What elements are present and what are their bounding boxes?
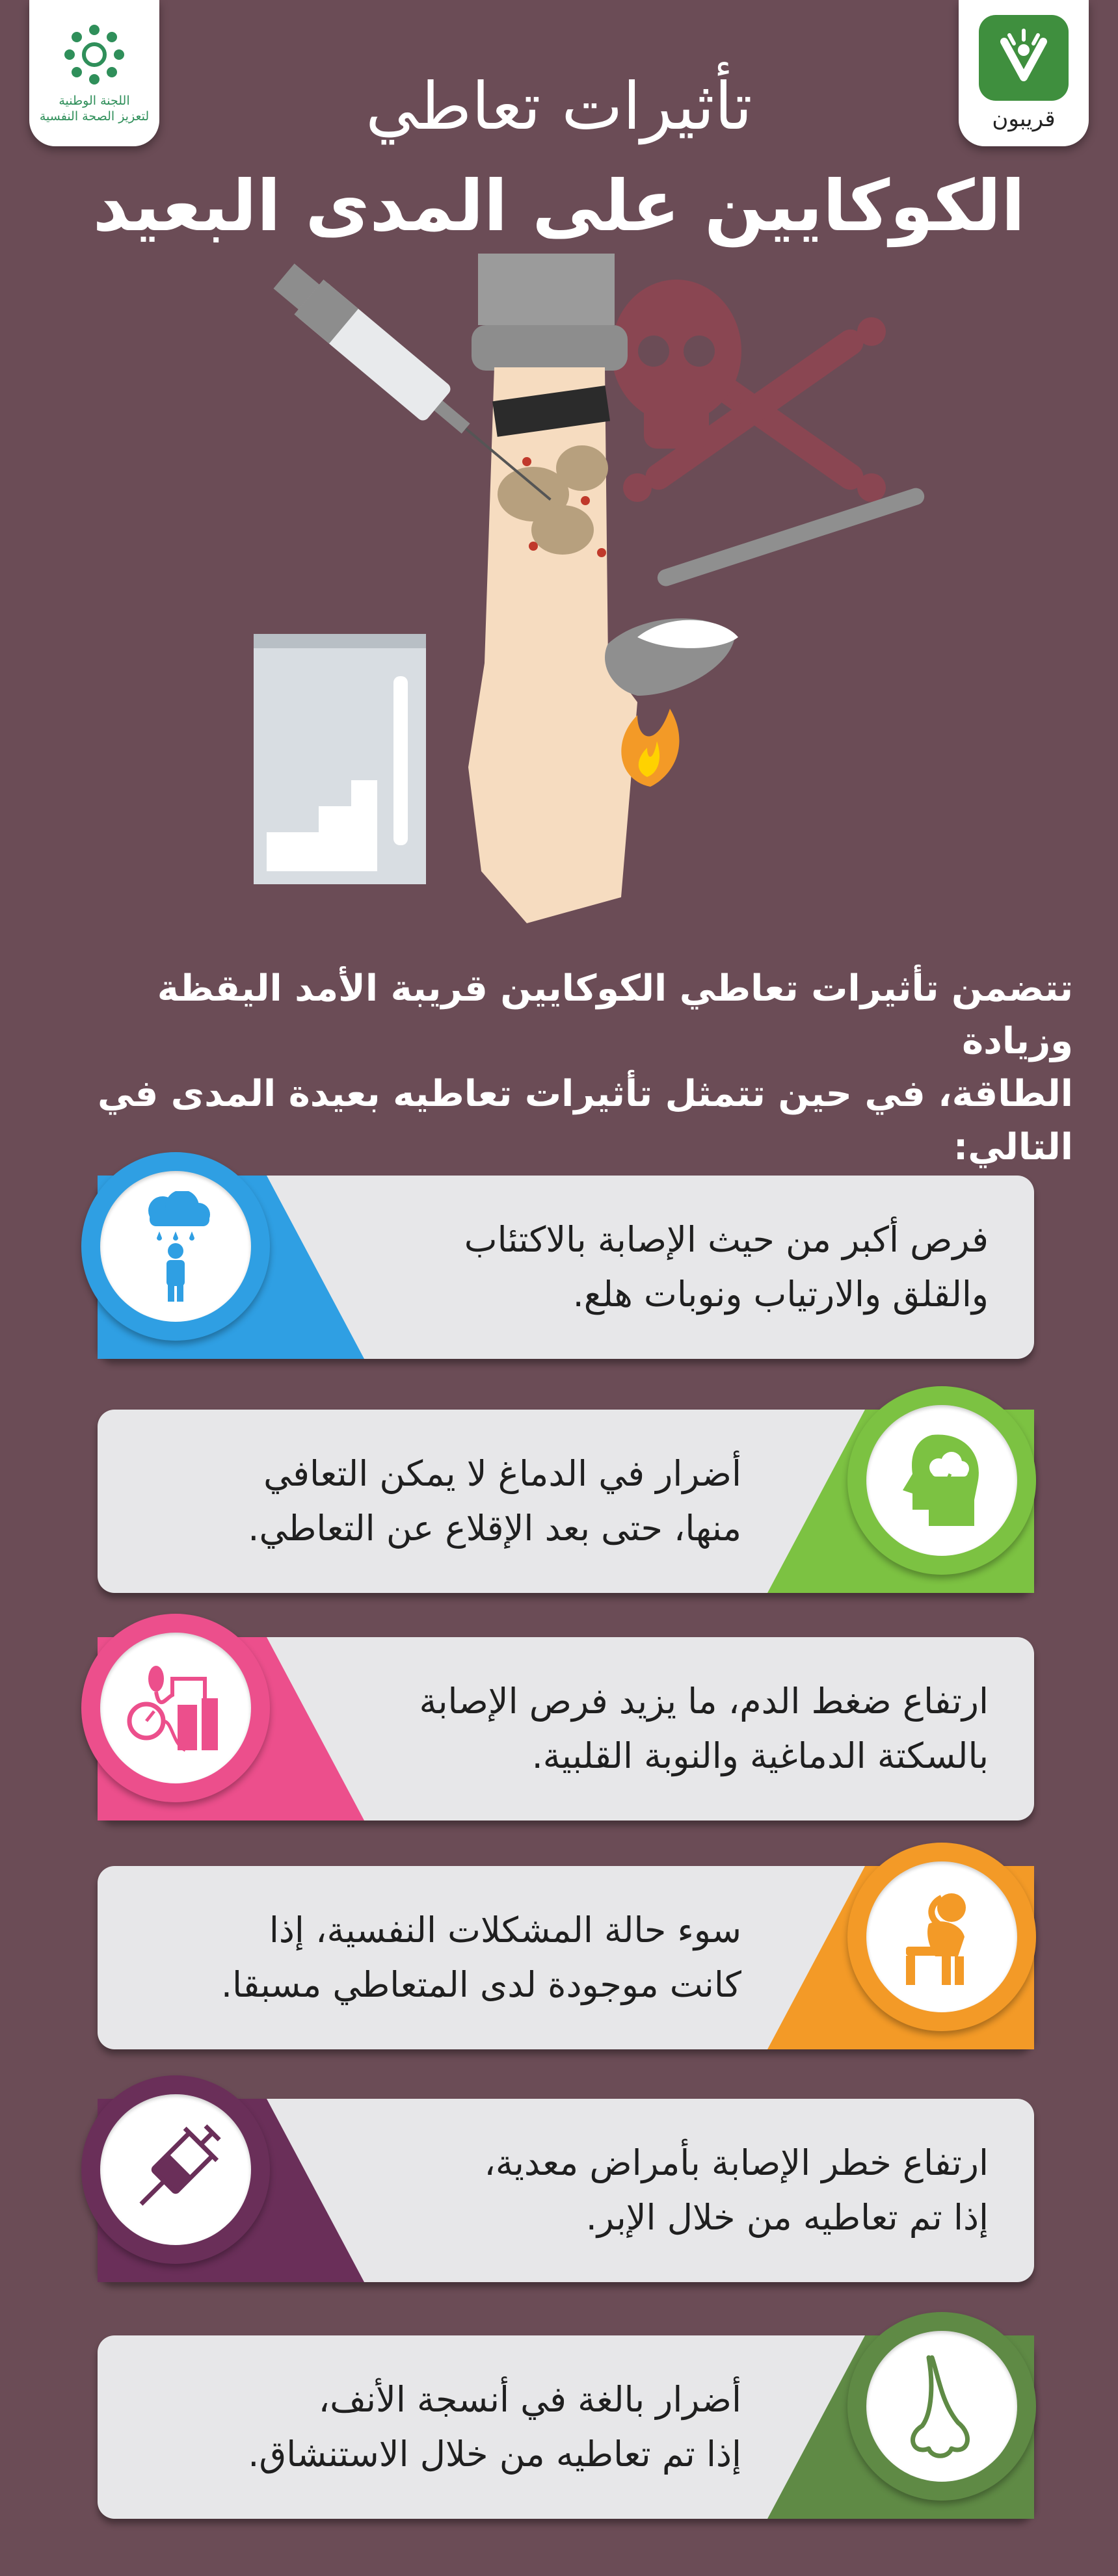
effect-text xyxy=(351,1637,989,1820)
effect-text xyxy=(143,1410,741,1593)
intro-line1: تتضمن تأثيرات تعاطي الكوكايين قريبة الأمد اليقظة وزيادة xyxy=(157,967,1073,1063)
committee-name-line1: اللجنة الوطنية xyxy=(59,93,130,108)
effect-text-line2: بالسكتة الدماغية والنوبة القلبية. xyxy=(531,1735,989,1776)
distressed-person-icon xyxy=(890,1885,994,1989)
hero-illustration xyxy=(221,247,963,936)
effect-text-line1: ارتفاع خطر الإصابة بأمراض معدية، xyxy=(484,2142,989,2184)
powder-bag-icon xyxy=(254,634,426,884)
intro-paragraph xyxy=(46,962,1073,1174)
blood-pressure-icon xyxy=(120,1659,231,1757)
effect-text-line2: إذا تم تعاطيه من خلال الإبر. xyxy=(585,2197,989,2238)
effect-text xyxy=(143,2335,741,2519)
brain-storm-head-icon xyxy=(893,1428,991,1532)
arm-illustration xyxy=(468,254,637,923)
effect-text-line2: إذا تم تعاطيه من خلال الاستنشاق. xyxy=(248,2434,741,2475)
depression-rain-icon xyxy=(130,1191,221,1302)
syringe-icon xyxy=(124,2118,228,2222)
effect-text-line1: سوء حالة المشكلات النفسية، إذا xyxy=(269,1910,741,1951)
effect-text-line1: أضرار بالغة في أنسجة الأنف، xyxy=(318,2379,741,2421)
effect-text-line2: والقلق والارتياب ونوبات هلع. xyxy=(572,1274,989,1315)
app-name: قريبون xyxy=(992,105,1056,132)
intro-line3: التالي: xyxy=(953,1125,1073,1168)
effect-icon-circle xyxy=(847,1386,1036,1575)
spoon-icon xyxy=(605,486,927,696)
skull-crossbones-icon xyxy=(611,280,886,502)
nose-icon xyxy=(893,2351,991,2462)
page-title-line2: الكوكايين على المدى البعيد xyxy=(92,166,1026,247)
effect-icon-circle xyxy=(847,2312,1036,2501)
effect-text-line1: فرص أكبر من حيث الإصابة بالاكتئاب xyxy=(464,1219,989,1261)
effect-icon-circle xyxy=(81,1152,270,1341)
effect-text-line2: منها، حتى بعد الإقلاع عن التعاطي. xyxy=(248,1508,741,1549)
effect-text-line1: ارتفاع ضغط الدم، ما يزيد فرص الإصابة xyxy=(419,1681,989,1722)
intro-line2: الطاقة، في حين تتمثل تأثيرات تعاطيه بعيدة المدى في xyxy=(97,1073,1073,1116)
effect-text xyxy=(143,1866,741,2049)
effect-icon-circle xyxy=(81,2075,270,2264)
effect-text xyxy=(364,1176,989,1359)
page-title-line1: تأثيرات تعاطي xyxy=(366,68,752,144)
effect-icon-circle xyxy=(847,1843,1036,2031)
effect-text-line1: أضرار في الدماغ لا يمكن التعافي xyxy=(263,1453,741,1495)
effect-icon-circle xyxy=(81,1614,270,1802)
effect-text xyxy=(351,2099,989,2282)
effect-text-line2: كانت موجودة لدى المتعاطي مسبقا. xyxy=(220,1964,741,2005)
committee-name-line2: لتعزيز الصحة النفسية xyxy=(39,109,150,124)
